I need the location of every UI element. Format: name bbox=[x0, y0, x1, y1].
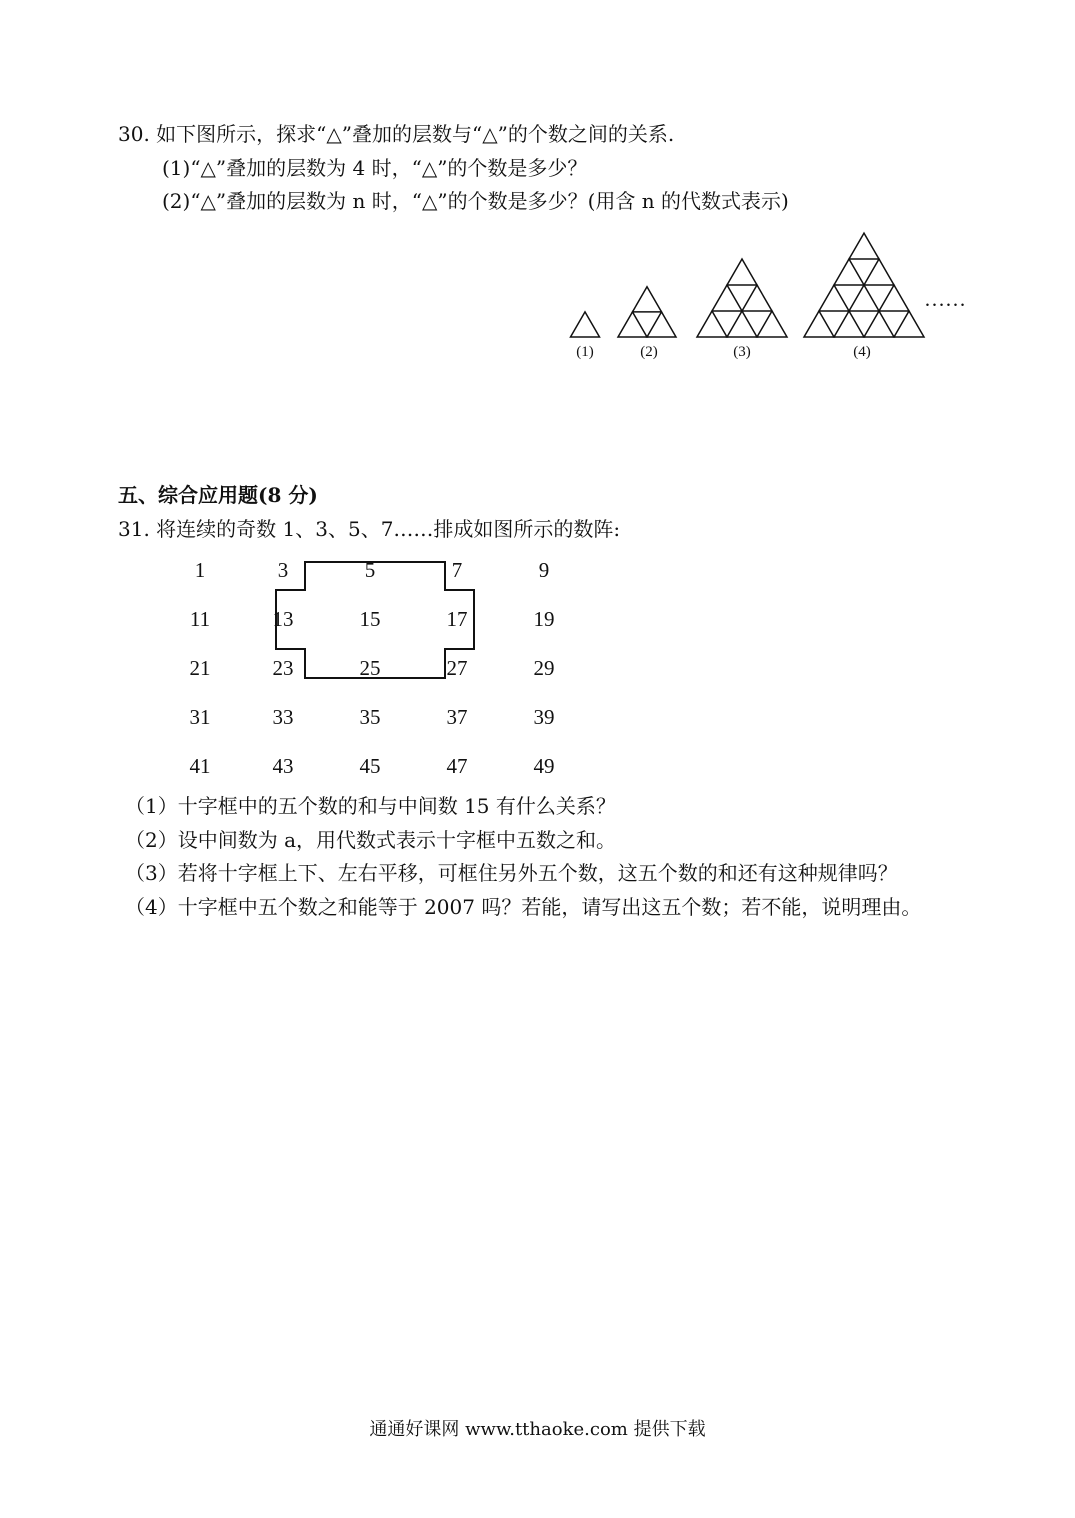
grid-cell: 17 bbox=[446, 607, 468, 631]
small-triangle bbox=[879, 285, 909, 311]
grid-cell: 9 bbox=[538, 558, 550, 582]
small-triangle bbox=[697, 311, 727, 337]
number-grid bbox=[190, 558, 555, 778]
grid-cell: 23 bbox=[272, 656, 294, 680]
q31-sub2: （2）设中间数为 a，用代数式表示十字框中五数之和。 bbox=[125, 828, 617, 852]
section-title: 五、综合应用题(8 分) bbox=[118, 483, 318, 507]
grid-cell: 35 bbox=[359, 705, 381, 729]
grid-cell: 19 bbox=[533, 607, 555, 631]
triangle-figure bbox=[697, 259, 787, 360]
grid-cell: 1 bbox=[194, 558, 206, 582]
grid-cell: 21 bbox=[189, 656, 211, 680]
small-triangle bbox=[757, 311, 787, 337]
grid-cell: 31 bbox=[189, 705, 211, 729]
small-triangle bbox=[864, 311, 894, 337]
grid-cell: 37 bbox=[446, 705, 468, 729]
small-triangle bbox=[894, 311, 924, 337]
small-triangle bbox=[804, 311, 834, 337]
grid-cell: 27 bbox=[446, 656, 468, 680]
grid-cell: 13 bbox=[272, 607, 294, 631]
grid-cell: 43 bbox=[272, 754, 294, 778]
grid-cell: 39 bbox=[533, 705, 555, 729]
small-triangle bbox=[864, 259, 894, 285]
figure-label: (1) bbox=[576, 344, 594, 360]
small-triangle bbox=[712, 285, 742, 311]
grid-cell: 41 bbox=[189, 754, 211, 778]
grid-cell: 3 bbox=[277, 558, 289, 582]
q31-title: 31. 将连续的奇数 1、3、5、7……排成如图所示的数阵: bbox=[118, 517, 621, 541]
small-triangle bbox=[618, 312, 647, 337]
small-triangle bbox=[834, 311, 864, 337]
grid-cell: 7 bbox=[451, 558, 463, 582]
triangle-figure bbox=[804, 233, 924, 360]
grid-cell: 33 bbox=[272, 705, 294, 729]
q31-sub3: （3）若将十字框上下、左右平移，可框住另外五个数，这五个数的和还有这种规律吗？ bbox=[125, 861, 898, 885]
small-triangle bbox=[819, 285, 849, 311]
figure-label: (3) bbox=[733, 344, 751, 360]
q30-part2: (2)“△”叠加的层数为 n 时，“△”的个数是多少？(用含 n 的代数式表示) bbox=[162, 189, 789, 213]
q31-sub1: （1）十字框中的五个数的和与中间数 15 有什么关系？ bbox=[125, 794, 616, 818]
figure-label: (2) bbox=[640, 344, 658, 360]
grid-cell: 11 bbox=[189, 607, 211, 631]
triangle-figure bbox=[618, 287, 676, 360]
grid-cell: 45 bbox=[359, 754, 381, 778]
triangle-figures bbox=[571, 233, 925, 360]
grid-cell: 25 bbox=[359, 656, 381, 680]
triangle-ellipsis: …… bbox=[924, 287, 966, 311]
figure-label: (4) bbox=[853, 344, 871, 360]
small-triangle bbox=[727, 311, 757, 337]
small-triangle bbox=[834, 259, 864, 285]
small-triangle bbox=[849, 233, 879, 259]
q31-sub4: （4）十字框中五个数之和能等于 2007 吗？若能，请写出这五个数；若不能，说明理由。 bbox=[125, 895, 922, 919]
footer: 通通好课网 www.tthaoke.com 提供下载 bbox=[369, 1419, 706, 1440]
grid-cell: 5 bbox=[364, 558, 376, 582]
small-triangle bbox=[633, 287, 662, 312]
small-triangle bbox=[727, 259, 757, 285]
q30-title: 30. 如下图所示，探求“△”叠加的层数与“△”的个数之间的关系. bbox=[118, 122, 675, 146]
small-triangle bbox=[571, 312, 600, 337]
q30-part1: (1)“△”叠加的层数为 4 时，“△”的个数是多少？ bbox=[162, 156, 588, 180]
grid-cell: 15 bbox=[359, 607, 381, 631]
grid-cell: 47 bbox=[446, 754, 468, 778]
grid-cell: 49 bbox=[533, 754, 555, 778]
small-triangle bbox=[647, 312, 676, 337]
grid-cell: 29 bbox=[533, 656, 555, 680]
small-triangle bbox=[849, 285, 879, 311]
small-triangle bbox=[742, 285, 772, 311]
triangle-figure bbox=[571, 312, 600, 360]
